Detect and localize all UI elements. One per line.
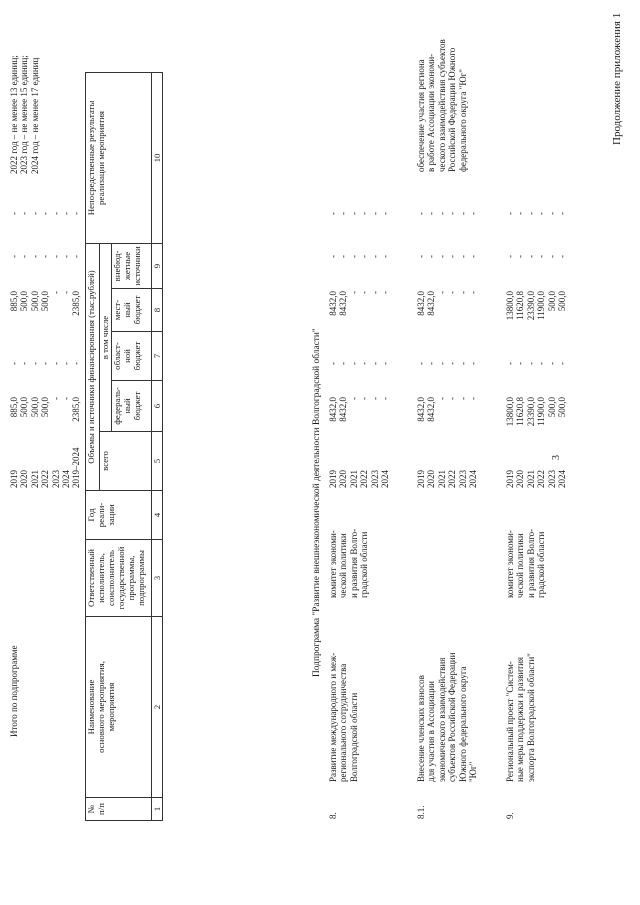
total-row-local: - - - - - - -: [9, 255, 82, 258]
row-8-1-result: обеспечение участия региона в работе Ассоциации экономи- ческого взаимодействия субъектов Российской Федерации Южного федерального округа "Юг": [416, 39, 468, 172]
total-row-total: 885,0 500,0 500,0 500,0 - - 2385,0: [9, 397, 82, 422]
header-num-10: 10: [152, 73, 163, 244]
row-9-extra: - - - - - -: [505, 212, 568, 215]
row-9-executor: комитет экономи- ческой политики и развития Волго- градской области: [505, 528, 547, 598]
row-9-regional: 13800,0 11620,8 23390,0 11900,0 500,0 500,0: [505, 291, 568, 321]
row-8-1-regional: 8432,0 8432,0 - - - -: [416, 291, 479, 316]
row-9-local: - - - - - -: [505, 255, 568, 258]
header-col4: Год реали- зации: [86, 491, 152, 540]
header-num-7: 7: [152, 332, 163, 381]
header-group-title: Объемы и источники финансирования (тыс.рублей): [86, 244, 100, 491]
header-col5: всего: [100, 432, 152, 491]
header-col8: мест- ный бюджет: [112, 289, 152, 332]
row-8-1-name: Внесение членских взносов для участия в Ассоциации экономического взаимодействия субъектов Российской Федерации Южного федерального округа "Юг": [416, 652, 479, 782]
header-col9: внебюд- жетные источники: [112, 244, 152, 289]
row-8-years: 2019 2020 2021 2022 2023 2024: [328, 470, 391, 488]
row-8-name: Развитие международного и меж- регионального сотрудничества Волгоградской области: [328, 652, 359, 782]
total-row-years: 2019 2020 2021 2022 2023 2024 2019–2024: [9, 447, 82, 488]
header-num-4: 4: [152, 491, 163, 540]
header-num-1: 1: [152, 798, 163, 821]
row-8-1-federal: - - - - - -: [416, 362, 479, 365]
total-row-regional: 885,0 500,0 500,0 500,0 - - 2385,0: [9, 291, 82, 316]
appendix-title: Продолжение приложения 1: [611, 12, 623, 145]
header-col1: № п/п: [86, 798, 152, 821]
header-subgroup-title: в том числе: [100, 244, 112, 432]
row-8-1-num: 8.1.: [416, 805, 426, 819]
header-num-9: 9: [152, 244, 163, 289]
header-num-8: 8: [152, 289, 163, 332]
header-table: [85, 72, 163, 821]
row-8-regional: 8432,0 8432,0 - - - -: [328, 291, 391, 316]
total-row-federal: - - - - - - -: [9, 362, 82, 365]
header-col7: област- ной бюджет: [112, 332, 152, 381]
row-9-years: 2019 2020 2021 2022 2023 2024: [505, 470, 568, 488]
row-8-num: 8.: [328, 812, 338, 819]
row-9-name: Региональный проект "Систем- ные меры поддержки и развития экспорта Волгоградской области": [505, 653, 536, 782]
row-8-1-total: 8432,0 8432,0 - - - -: [416, 397, 479, 422]
row-8-1-local: - - - - - -: [416, 255, 479, 258]
row-8-extra: - - - - - -: [328, 212, 391, 215]
row-8-local: - - - - - -: [328, 255, 391, 258]
header-num-6: 6: [152, 381, 163, 432]
row-8-total: 8432,0 8432,0 - - - -: [328, 397, 391, 422]
row-8-executor: комитет экономи- ческой политики и развития Волго- градской области: [328, 528, 370, 598]
header-num-5: 5: [152, 432, 163, 491]
row-9-num: 9.: [505, 812, 515, 819]
page-number: 3: [551, 455, 562, 460]
total-row-extra: - - - - - - -: [9, 212, 82, 215]
total-row-label: Итого по подпрограмме: [9, 645, 19, 737]
row-8-1-years: 2019 2020 2021 2022 2023 2024: [416, 470, 479, 488]
row-9-federal: - - - - - -: [505, 362, 568, 365]
subprogram-title: Подпрограмма "Развитие внешнеэкономической деятельности Волгоградской области": [312, 328, 322, 677]
header-col3: Ответственный исполнитель, соисполнитель государственной программы, подпрограммы: [86, 540, 152, 617]
header-num-3: 3: [152, 540, 163, 617]
header-col10: Непосредственные результаты реализации мероприятия: [86, 73, 152, 244]
header-col6: федераль- ный бюджет: [112, 381, 152, 432]
row-8-1-extra: - - - - - -: [416, 212, 479, 215]
row-8-federal: - - - - - -: [328, 362, 391, 365]
header-col2: Наименование основного мероприятия, мероприятия: [86, 617, 152, 798]
header-num-2: 2: [152, 617, 163, 798]
row-9-total: 13800,0 11620,8 23390,0 11900,0 500,0 500,0: [505, 397, 568, 427]
results-top-text: 2022 год – не менее 13 единиц; 2023 год – не менее 15 единиц; 2024 год – не менее 17 единиц: [9, 55, 40, 174]
